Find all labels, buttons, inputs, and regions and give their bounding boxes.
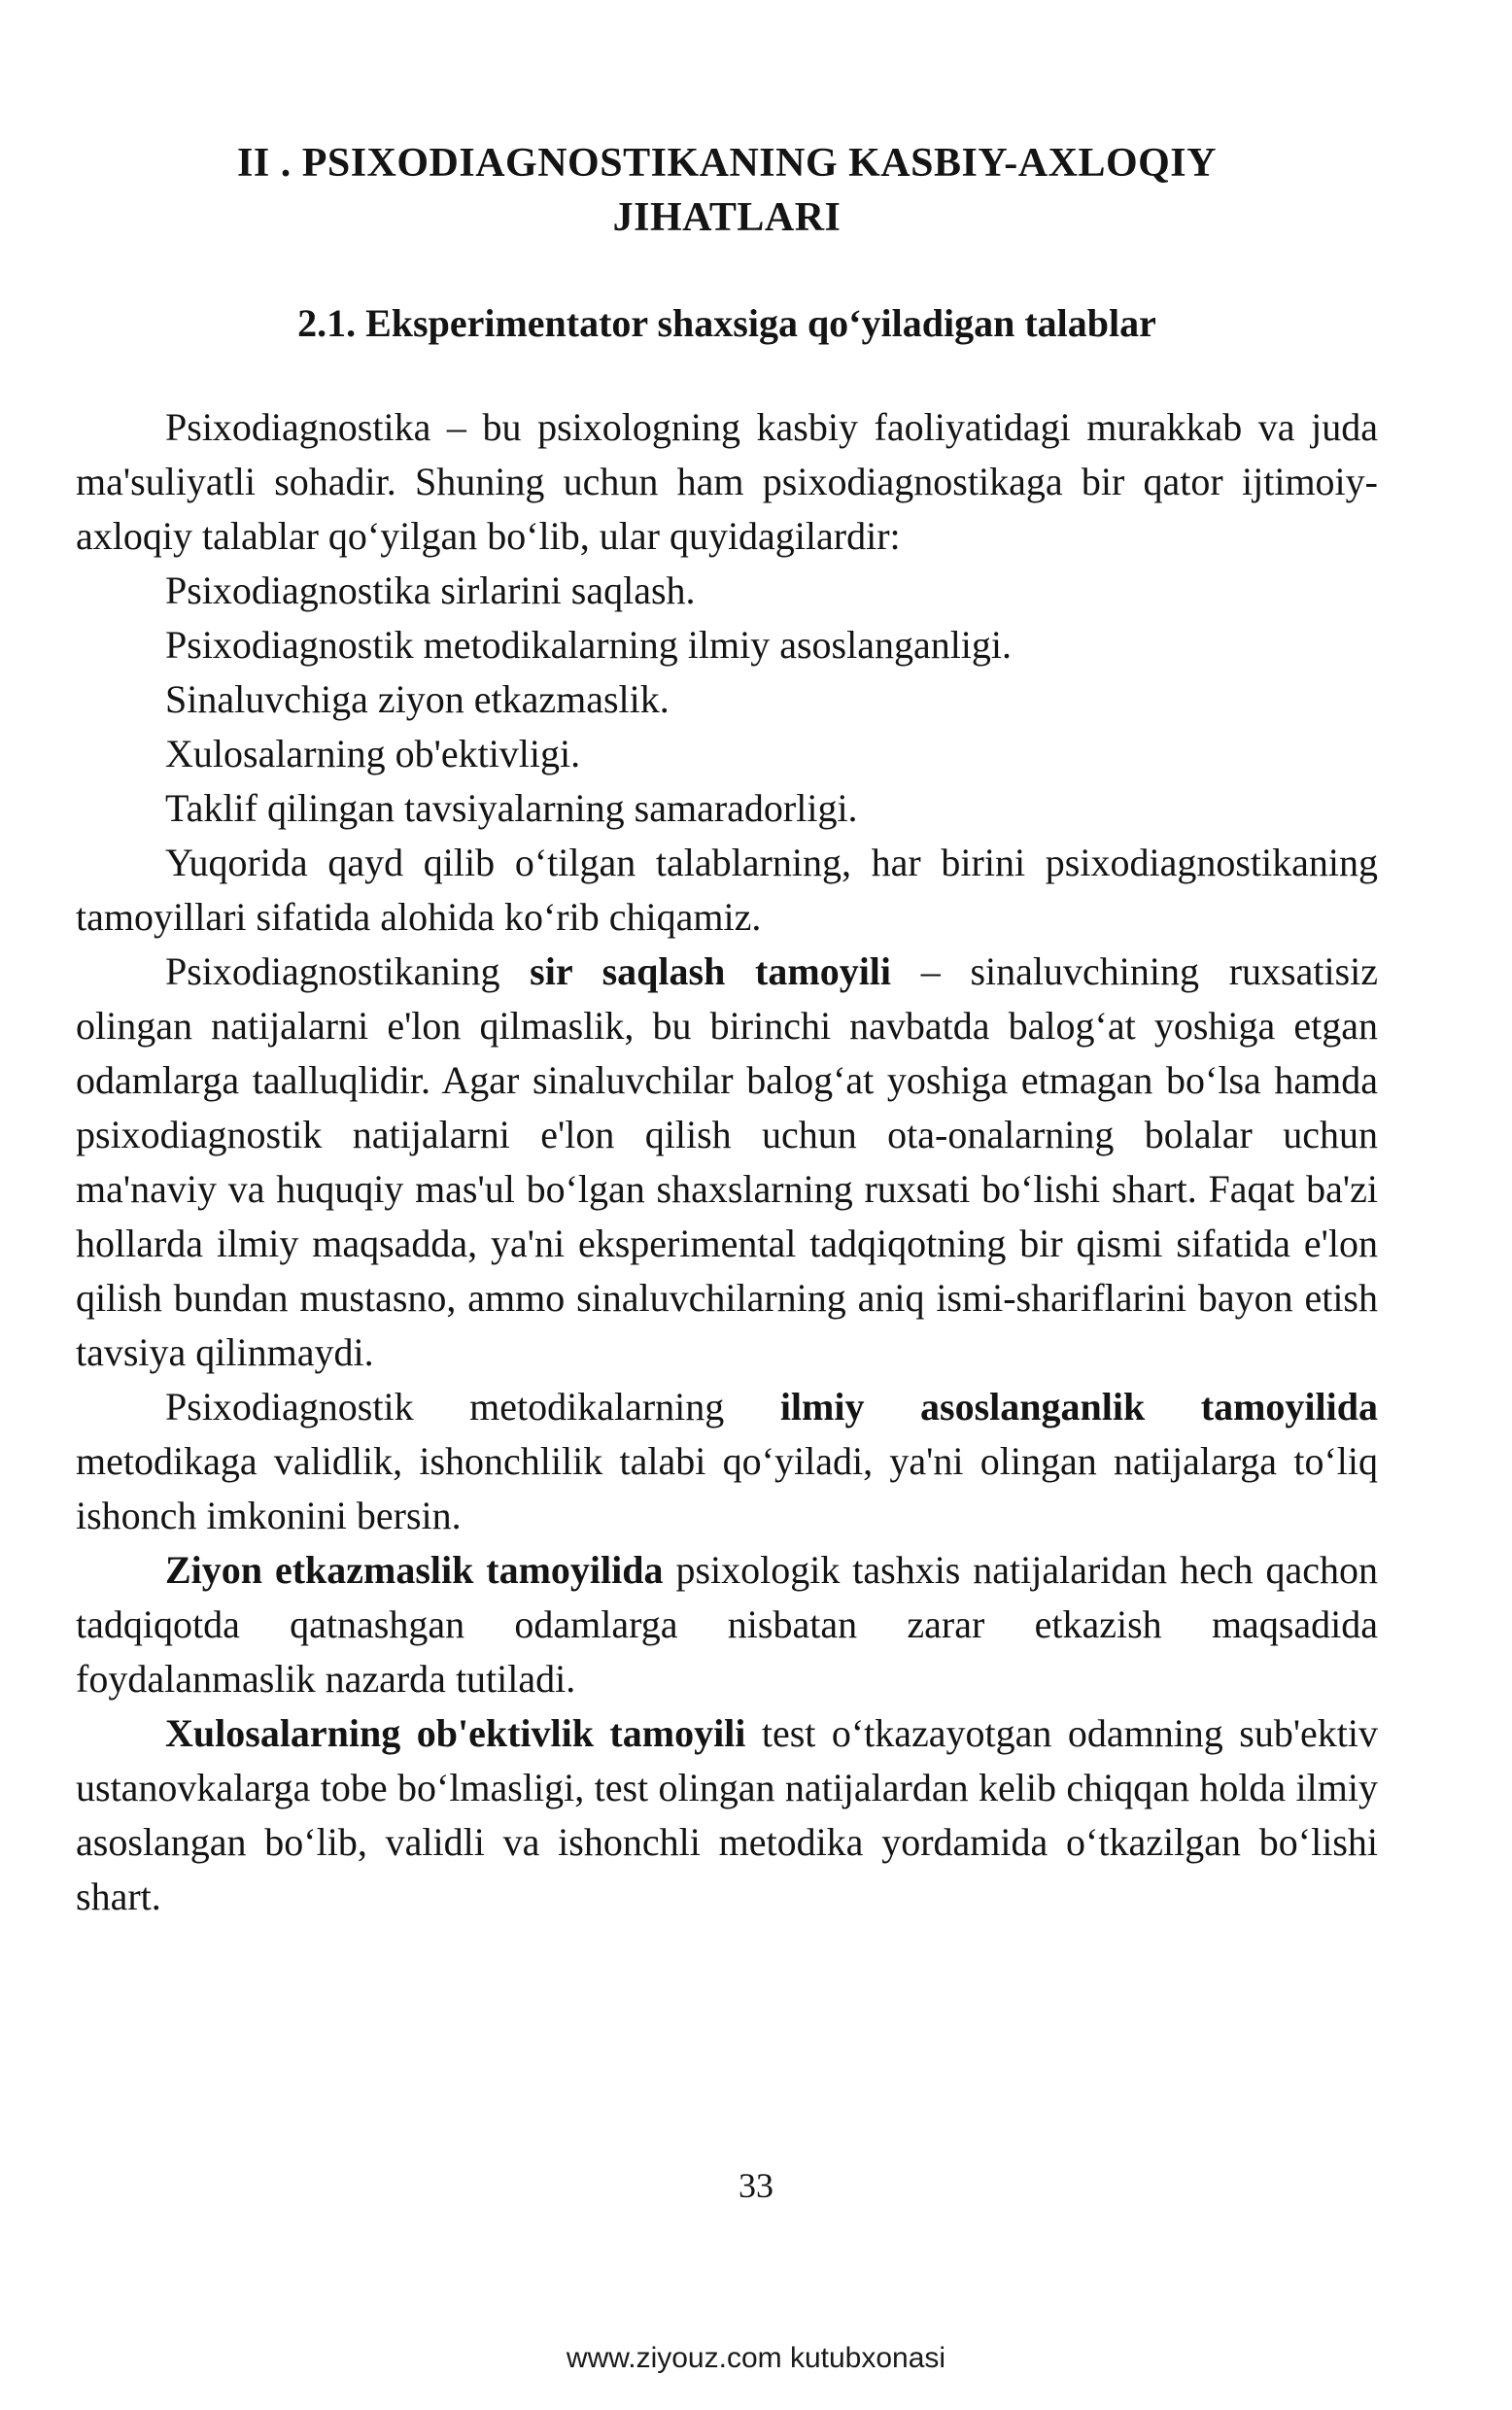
- harm-principle-paragraph: [76, 1543, 1378, 1706]
- intro-paragraph: Psixodiagnostika – bu psixologning kasbiy faoliyatidagi murakkab va juda ma'suliyatli sohadir. Shuning uchun ham psixodiagnostikaga bir qator ijtimoiy-axloqiy talablar qo‘yilgan bo‘lib, ular quyidagilardir:: [76, 405, 1378, 558]
- requirement-item: Xulosalarning ob'ektivligi.: [165, 732, 581, 775]
- objectivity-term: Xulosalarning ob'ektivlik tamoyili: [165, 1711, 746, 1755]
- harm-term: Ziyon etkazmaslik tamoyilida: [165, 1548, 664, 1592]
- secret-text-after: – sinaluvchining ruxsatisiz olingan natijalarni e'lon qilmaslik, bu birinchi navbatda balog‘at yoshiga etgan odamlarga taalluqlidir. Agar sinaluvchilar balog‘at yoshiga etmagan bo‘lsa hamda psixodiagnostik natijalarni e'lon qilish uchun ota-onalarning bolalar uchun ma'naviy va huquqiy mas'ul bo‘lgan shaxslarning ruxsati bo‘lishi shart. Faqat ba'zi hollarda ilmiy maqsadda, ya'ni eksperimental tadqiqotning bir qismi sifatida e'lon qilish bundan mustasno, ammo sinaluvchilarning aniq ismi-shariflarini bayon etish tavsiya qilinmaydi.: [76, 949, 1379, 1374]
- scientific-text-before: Psixodiagnostik metodikalarning: [165, 1385, 780, 1429]
- harm-text-after: psixologik tashxis natijalaridan hech qachon tadqiqotda qatnashgan odamlarga nisbatan zarar etkazish maqsadida foydalanmaslik nazarda tutiladi.: [76, 1548, 1379, 1701]
- section-title: 2.1. Eksperimentator shaxsiga qo‘yiladigan talablar: [297, 301, 1156, 345]
- requirement-item: Sinaluvchiga ziyon etkazmaslik.: [165, 677, 670, 721]
- scientific-text-after: metodikaga validlik, ishonchlilik talabi qo‘yiladi, ya'ni olingan natijalarga to‘liq ishonch imkonini bersin.: [76, 1439, 1378, 1537]
- transition-paragraph: Yuqorida qayd qilib o‘tilgan talablarning, har birini psixodiagnostikaning tamoyillari sifatida alohida ko‘rib chiqamiz.: [76, 841, 1378, 939]
- page-body: [76, 136, 1378, 1924]
- chapter-title-line2: JIHATLARI: [612, 195, 842, 240]
- objectivity-text-after: test o‘tkazayotgan odamning sub'ektiv ustanovkalarga tobe bo‘lmasligi, test olingan natijalardan kelib chiqqan holda ilmiy asoslangan bo‘lib, validli va ishonchli metodika yordamida o‘tkazilgan bo‘lishi shart.: [76, 1711, 1378, 1918]
- scientific-term: ilmiy asoslanganlik tamoyilida: [779, 1385, 1378, 1429]
- chapter-title: [76, 136, 1378, 245]
- secret-term: sir saqlash tamoyili: [530, 949, 892, 993]
- secret-principle-paragraph: [76, 945, 1378, 1380]
- requirement-item: Taklif qilingan tavsiyalarning samaradorligi.: [165, 786, 858, 830]
- body-text: [76, 400, 1378, 1924]
- secret-text-before: Psixodiagnostikaning: [165, 949, 531, 993]
- footer-watermark: www.ziyouz.com kutubxonasi: [566, 2342, 946, 2374]
- objectivity-principle-paragraph: [76, 1706, 1378, 1924]
- page-number: 33: [739, 2166, 773, 2205]
- requirement-item: Psixodiagnostik metodikalarning ilmiy asoslanganligi.: [165, 623, 1013, 667]
- chapter-title-line1: II . PSIXODIAGNOSTIKANING KASBIY-AXLOQIY: [237, 141, 1217, 186]
- scientific-principle-paragraph: [76, 1380, 1378, 1543]
- requirement-item: Psixodiagnostika sirlarini saqlash.: [165, 568, 696, 612]
